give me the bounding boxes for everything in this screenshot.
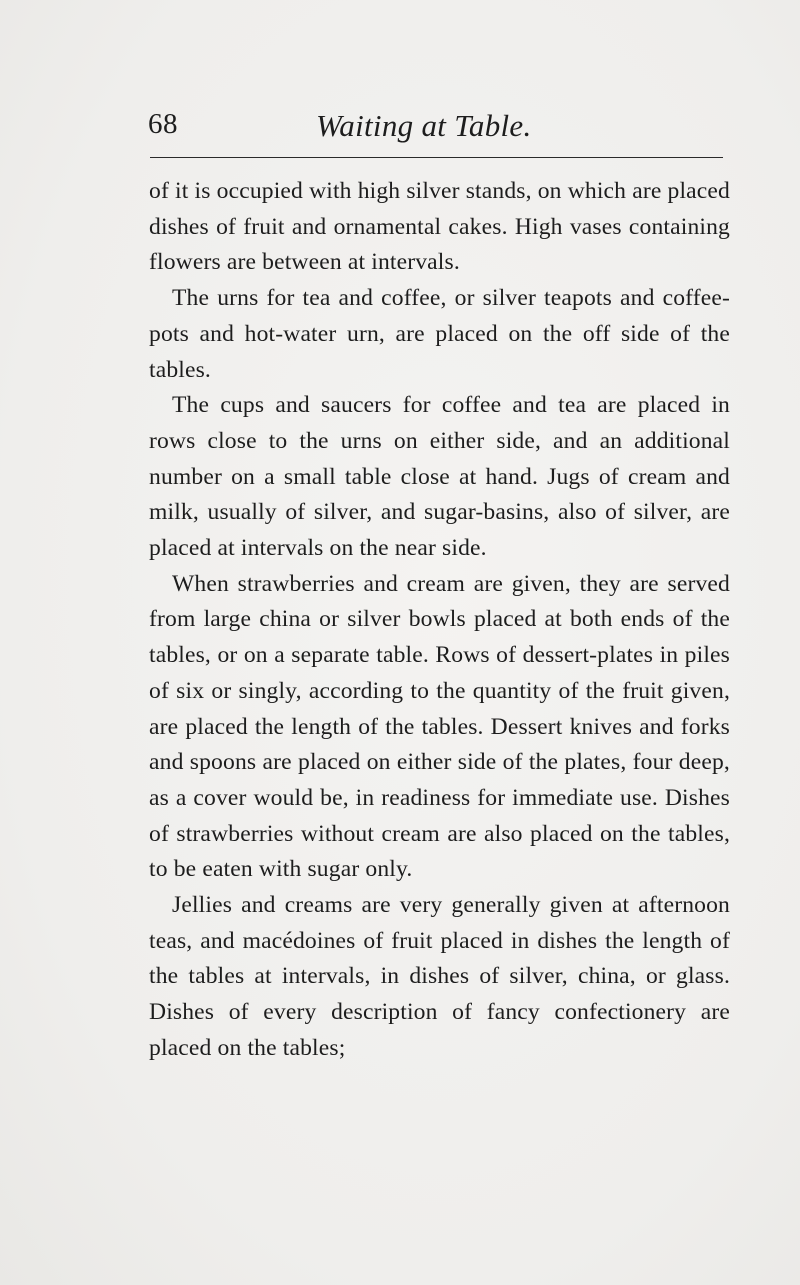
header-rule <box>150 157 723 158</box>
page-header <box>148 108 723 148</box>
page-number: 68 <box>148 108 178 140</box>
paragraph: The cups and saucers for coffee and tea are placed in rows close to the urns on either side, and an additional number on a small table close at hand. Jugs of cream and milk, usually of silver, and sugar-basins, also of silver, are placed at intervals on the near side. <box>149 392 730 562</box>
paragraph: When strawberries and cream are given, they are served from large china or silver bowls placed at both ends of the tables, or on a separate table. Rows of dessert-plates in piles of six or singly, according to the quantity of the fruit given, are placed the length of the tables. Dessert knives and forks and spoons are placed on either side of the plates, four deep, as a cover would be, in readiness for immediate use. Dishes of strawberries without cream are also placed on the tables, to be eaten with sugar only. <box>149 570 730 883</box>
running-title: Waiting at Table. <box>316 108 532 143</box>
body-text <box>149 174 730 1067</box>
paragraph: of it is occupied with high silver stands, on which are placed dishes of fruit and ornamental cakes. High vases containing flowers are between at intervals. <box>149 178 730 276</box>
paragraph: The urns for tea and coffee, or silver teapots and coffee-pots and hot-water urn, are placed on the off side of the tables. <box>149 285 730 383</box>
paragraph: Jellies and creams are very generally given at afternoon teas, and macédoines of fruit placed in dishes the length of the tables at intervals, in dishes of silver, china, or glass. Dishes of every description of fancy confectionery are placed on the tables; <box>149 892 730 1061</box>
